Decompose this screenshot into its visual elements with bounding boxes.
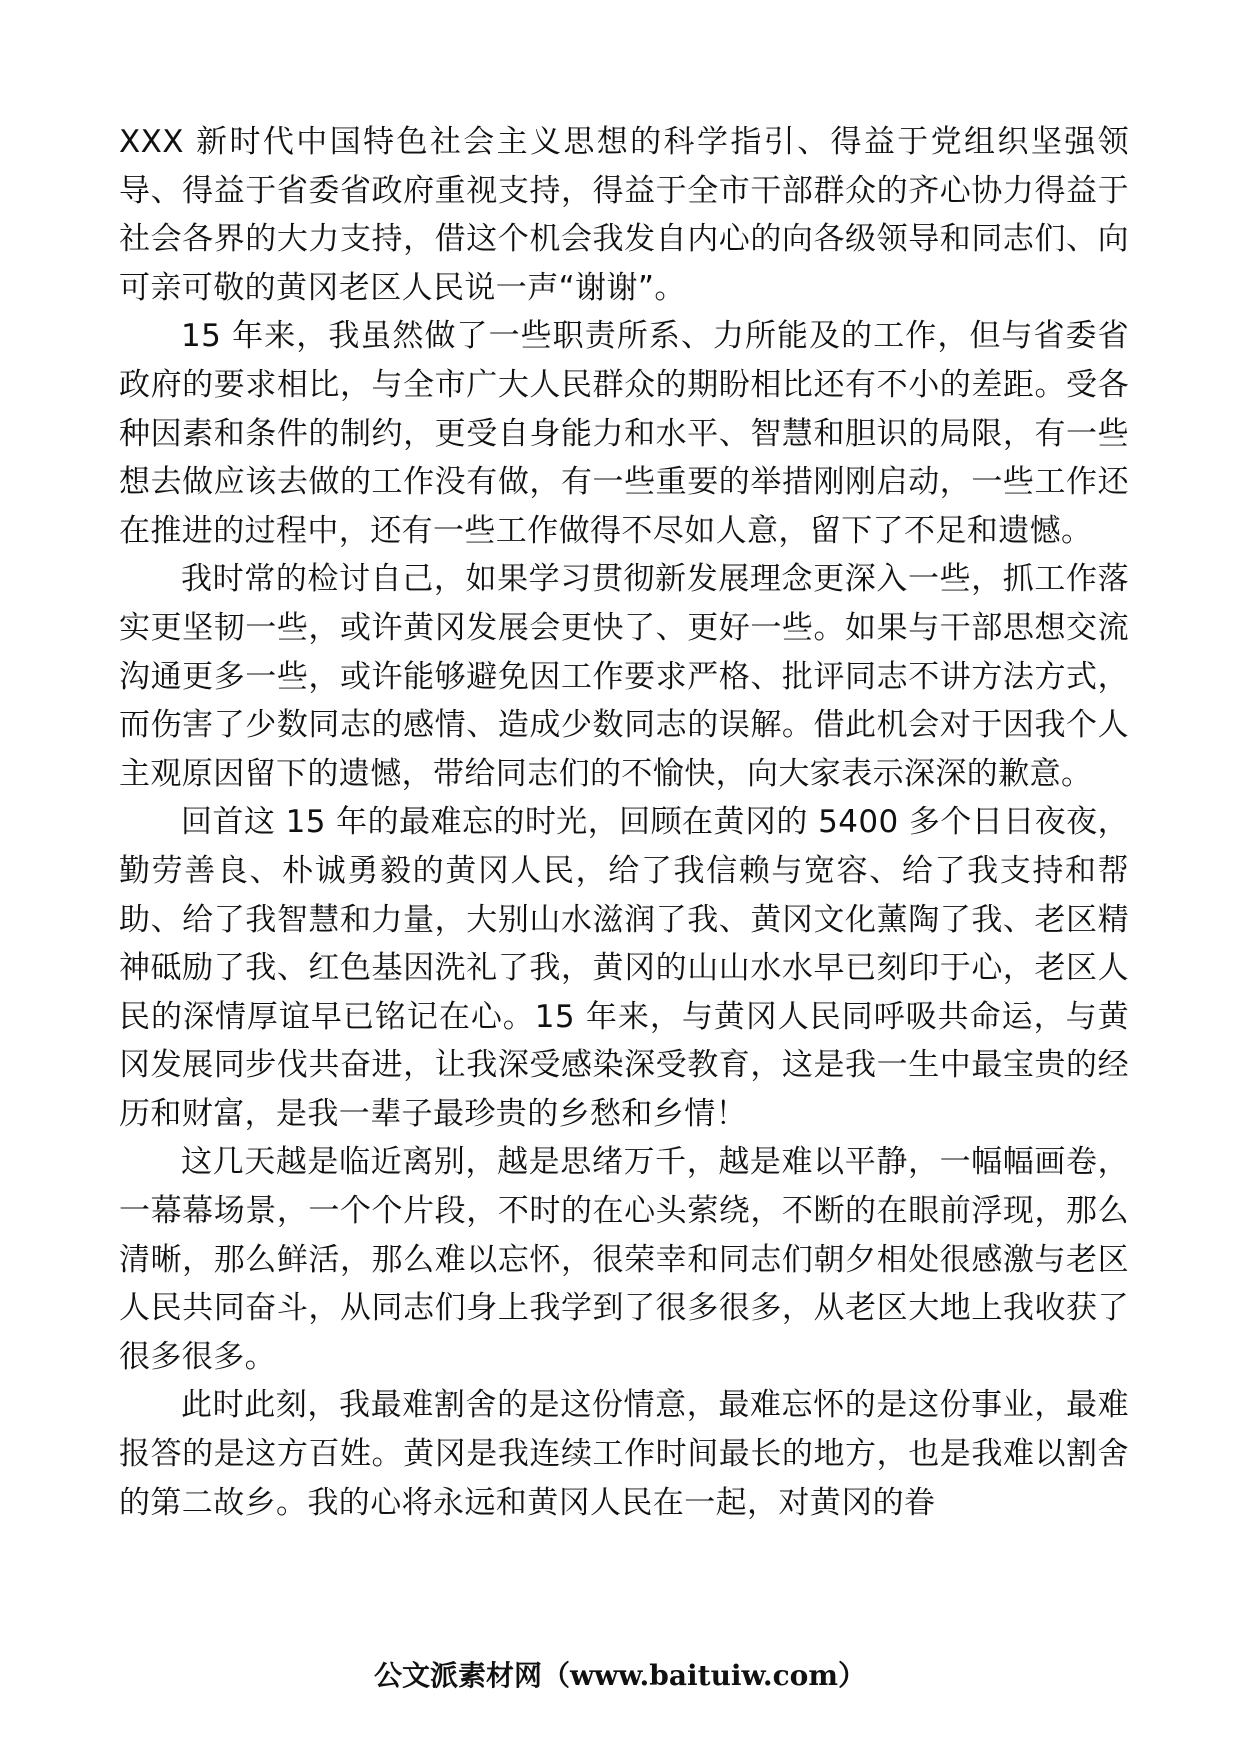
paragraph-6: 此时此刻，我最难割舍的是这份情意，最难忘怀的是这份事业，最难报答的是这方百姓。黄冈是我连续工作时间最长的地方，也是我难以割舍的第二故乡。我的心将永远和黄冈人民在一起，对黄冈的眷: [119, 1387, 1129, 1521]
footer-source-line: 公文派素材网（www.baituiw.com）: [374, 1659, 866, 1692]
document-body: [119, 118, 1129, 1527]
paragraph-4: 回首这 15 年的最难忘的时光，回顾在黄冈的 5400 多个日日夜夜，勤劳善良、朴诚勇毅的黄冈人民，给了我信赖与宽容、给了我支持和帮助、给了我智慧和力量，大别山水滋润了我、黄冈文化薰陶了我、老区精神砥励了我、红色基因洗礼了我，黄冈的山山水水早已刻印于心，老区人民的深情厚谊早已铭记在心。15 年来，与黄冈人民同呼吸共命运，与黄冈发展同步伐共奋进，让我深受感染深受教育，这是我一生中最宝贵的经历和财富，是我一辈子最珍贵的乡愁和乡情！: [119, 804, 1129, 1132]
paragraph-2: 15 年来，我虽然做了一些职责所系、力所能及的工作，但与省委省政府的要求相比，与全市广大人民群众的期盼相比还有不小的差距。受各种因素和条件的制约，更受自身能力和水平、智慧和胆识的局限，有一些想去做应该去做的工作没有做，有一些重要的举措刚刚启动，一些工作还在推进的过程中，还有一些工作做得不尽如人意，留下了不足和遗憾。: [119, 318, 1129, 549]
paragraph-5: 这几天越是临近离别，越是思绪万千，越是难以平静，一幅幅画卷，一幕幕场景，一个个片段，不时的在心头萦绕，不断的在眼前浮现，那么清晰，那么鲜活，那么难以忘怀，很荣幸和同志们朝夕相处很感激与老区人民共同奋斗，从同志们身上我学到了很多很多，从老区大地上我收获了很多很多。: [119, 1144, 1129, 1375]
paragraph-3: 我时常的检讨自己，如果学习贯彻新发展理念更深入一些，抓工作落实更坚韧一些，或许黄冈发展会更快了、更好一些。如果与干部思想交流沟通更多一些，或许能够避免因工作要求严格、批评同志不讲方法方式，而伤害了少数同志的感情、造成少数同志的误解。借此机会对于因我个人主观原因留下的遗憾，带给同志们的不愉快，向大家表示深深的歉意。: [119, 561, 1129, 792]
paragraph-1: XXX 新时代中国特色社会主义思想的科学指引、得益于党组织坚强领导、得益于省委省政府重视支持，得益于全市干部群众的齐心协力得益于社会各界的大力支持，借这个机会我发自内心的向各级领导和同志们、向可亲可敬的黄冈老区人民说一声“谢谢”。: [119, 124, 1129, 306]
